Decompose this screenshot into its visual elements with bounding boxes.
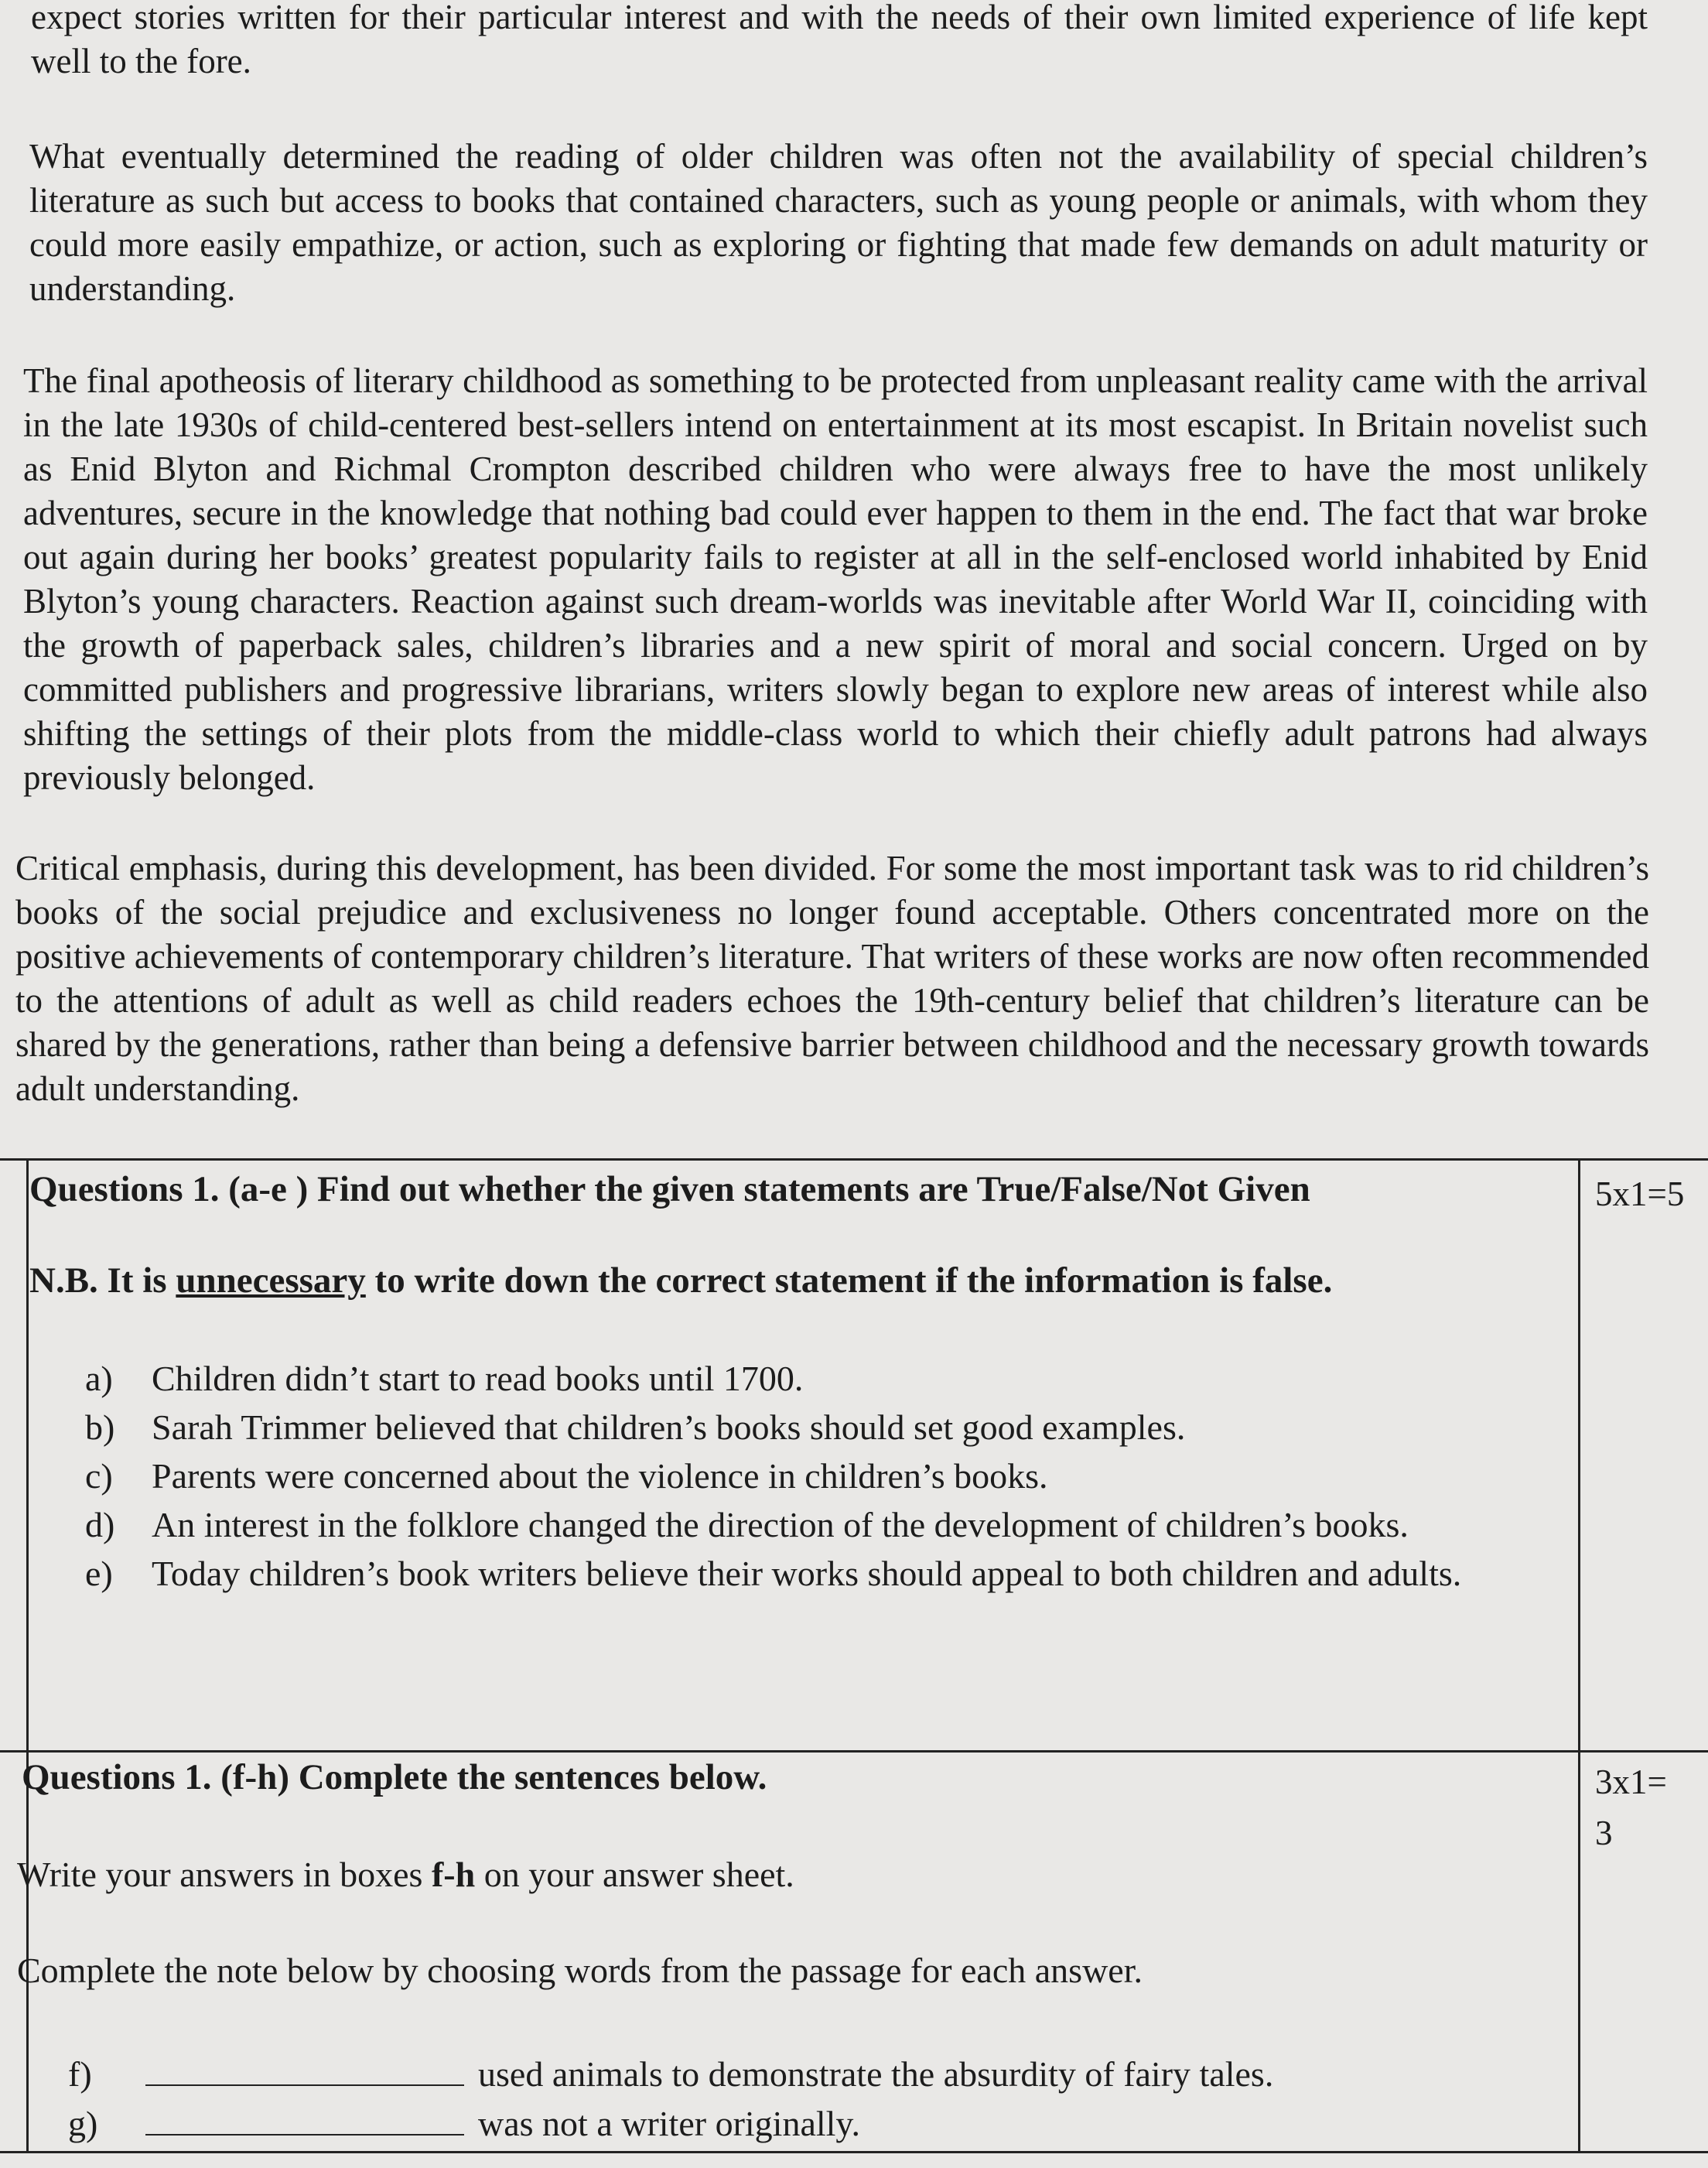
section2-marks <box>1595 1756 1667 1859</box>
marks-line-2: 3 <box>1595 1814 1613 1852</box>
item-text: An interest in the folklore changed the direction of the development of children’s books. <box>152 1505 1409 1544</box>
blank-text: used animals to demonstrate the absurdity of fairy tales. <box>478 2054 1274 2094</box>
marks-line-1: 3x1= <box>1595 1763 1667 1801</box>
list-item <box>85 1549 1606 1598</box>
questions-table <box>0 1158 1708 2153</box>
nb-underlined: unnecessary <box>176 1260 366 1301</box>
section2-instruction-2: Complete the note below by choosing words from the passage for each answer. <box>17 1951 1143 1990</box>
item-text: Parents were concerned about the violence in children’s books. <box>152 1456 1048 1496</box>
passage-paragraph-3: The final apotheosis of literary childhood as something to be protected from unpleasant reality came with the arrival in the late 1930s of child-centered best-sellers intend on entertainment at its most escapist. In Britain novelist such as Enid Blyton and Richmal Crompton described children who were always free to have the most unlikely adventures, secure in the knowledge that nothing bad could ever happen to them in the end. The fact that war broke out again during her books’ greatest popularity fails to register at all in the self-enclosed world inhabited by Enid Blyton’s young characters. Reaction against such dream-worlds was inevitable after World War II, coinciding with the growth of paperback sales, children’s libraries and a new spirit of moral and social concern. Urged on by committed publishers and progressive librarians, writers slowly began to explore new areas of interest while also shifting the settings of their plots from the middle-class world to which their chiefly adult patrons had always previously belonged. <box>23 361 1648 797</box>
list-item <box>85 1354 1555 1403</box>
answer-blank <box>145 2053 464 2086</box>
item-label: d) <box>85 1505 115 1544</box>
answer-blank <box>145 2103 464 2136</box>
section1-heading: Questions 1. (a-e ) Find out whether the given statements are True/False/Not Given <box>29 1169 1310 1209</box>
item-text: Today children’s book writers believe their works should appeal to both children and adults. <box>152 1554 1462 1593</box>
passage-paragraph-2: What eventually determined the reading of older children was often not the availability of special children’s literature as such but access to books that contained characters, such as young people or animals, with whom they could more easily empathize, or action, such as exploring or fighting that made few demands on adult maturity or understanding. <box>29 137 1648 308</box>
blank-label: g) <box>68 2104 98 2143</box>
instr-bold: f-h <box>431 1855 476 1894</box>
blank-row-g <box>68 2103 860 2144</box>
section2-heading: Questions 1. (f-h) Complete the sentences below. <box>22 1757 767 1797</box>
table-left-border <box>26 1161 1568 2151</box>
blank-text: was not a writer originally. <box>478 2104 860 2143</box>
passage-paragraph-1: expect stories written for their particular interest and with the needs of their own limited experience of life kept well to the fore. <box>31 0 1648 80</box>
section2-instruction-1 <box>17 1854 794 1895</box>
item-label: b) <box>85 1407 115 1447</box>
marks-column-divider <box>1578 1161 1580 2151</box>
blank-label: f) <box>68 2054 92 2094</box>
list-item <box>85 1452 1555 1500</box>
item-label: e) <box>85 1554 113 1593</box>
blank-row-f <box>68 2053 1273 2094</box>
section1-nb <box>29 1260 1332 1301</box>
item-text: Sarah Trimmer believed that children’s books should set good examples. <box>152 1407 1186 1447</box>
instr-prefix: Write your answers in boxes <box>17 1855 432 1894</box>
nb-suffix: to write down the correct statement if the information is false. <box>365 1260 1333 1301</box>
passage-paragraph-4: Critical emphasis, during this development, has been divided. For some the most important task was to rid children’s books of the social prejudice and exclusiveness no longer found acceptable. Others concentrated more on the positive achievements of contemporary children’s literature. That writers of these works are now often recommended to the attentions of adult as well as child readers echoes the 19th-century belief that children’s literature can be shared by the generations, rather than being a defensive barrier between childhood and the necessary growth towards adult understanding. <box>15 849 1649 1108</box>
item-label: c) <box>85 1456 113 1496</box>
item-label: a) <box>85 1359 113 1398</box>
true-false-list <box>85 1354 1555 1598</box>
list-item <box>85 1403 1555 1452</box>
instr-suffix: on your answer sheet. <box>475 1855 794 1894</box>
section1-marks: 5x1=5 <box>1595 1175 1685 1213</box>
section-divider <box>0 1750 1708 1753</box>
nb-prefix: N.B. It is <box>29 1260 176 1301</box>
list-item <box>85 1500 1606 1549</box>
item-text: Children didn’t start to read books until 1700. <box>152 1359 804 1398</box>
